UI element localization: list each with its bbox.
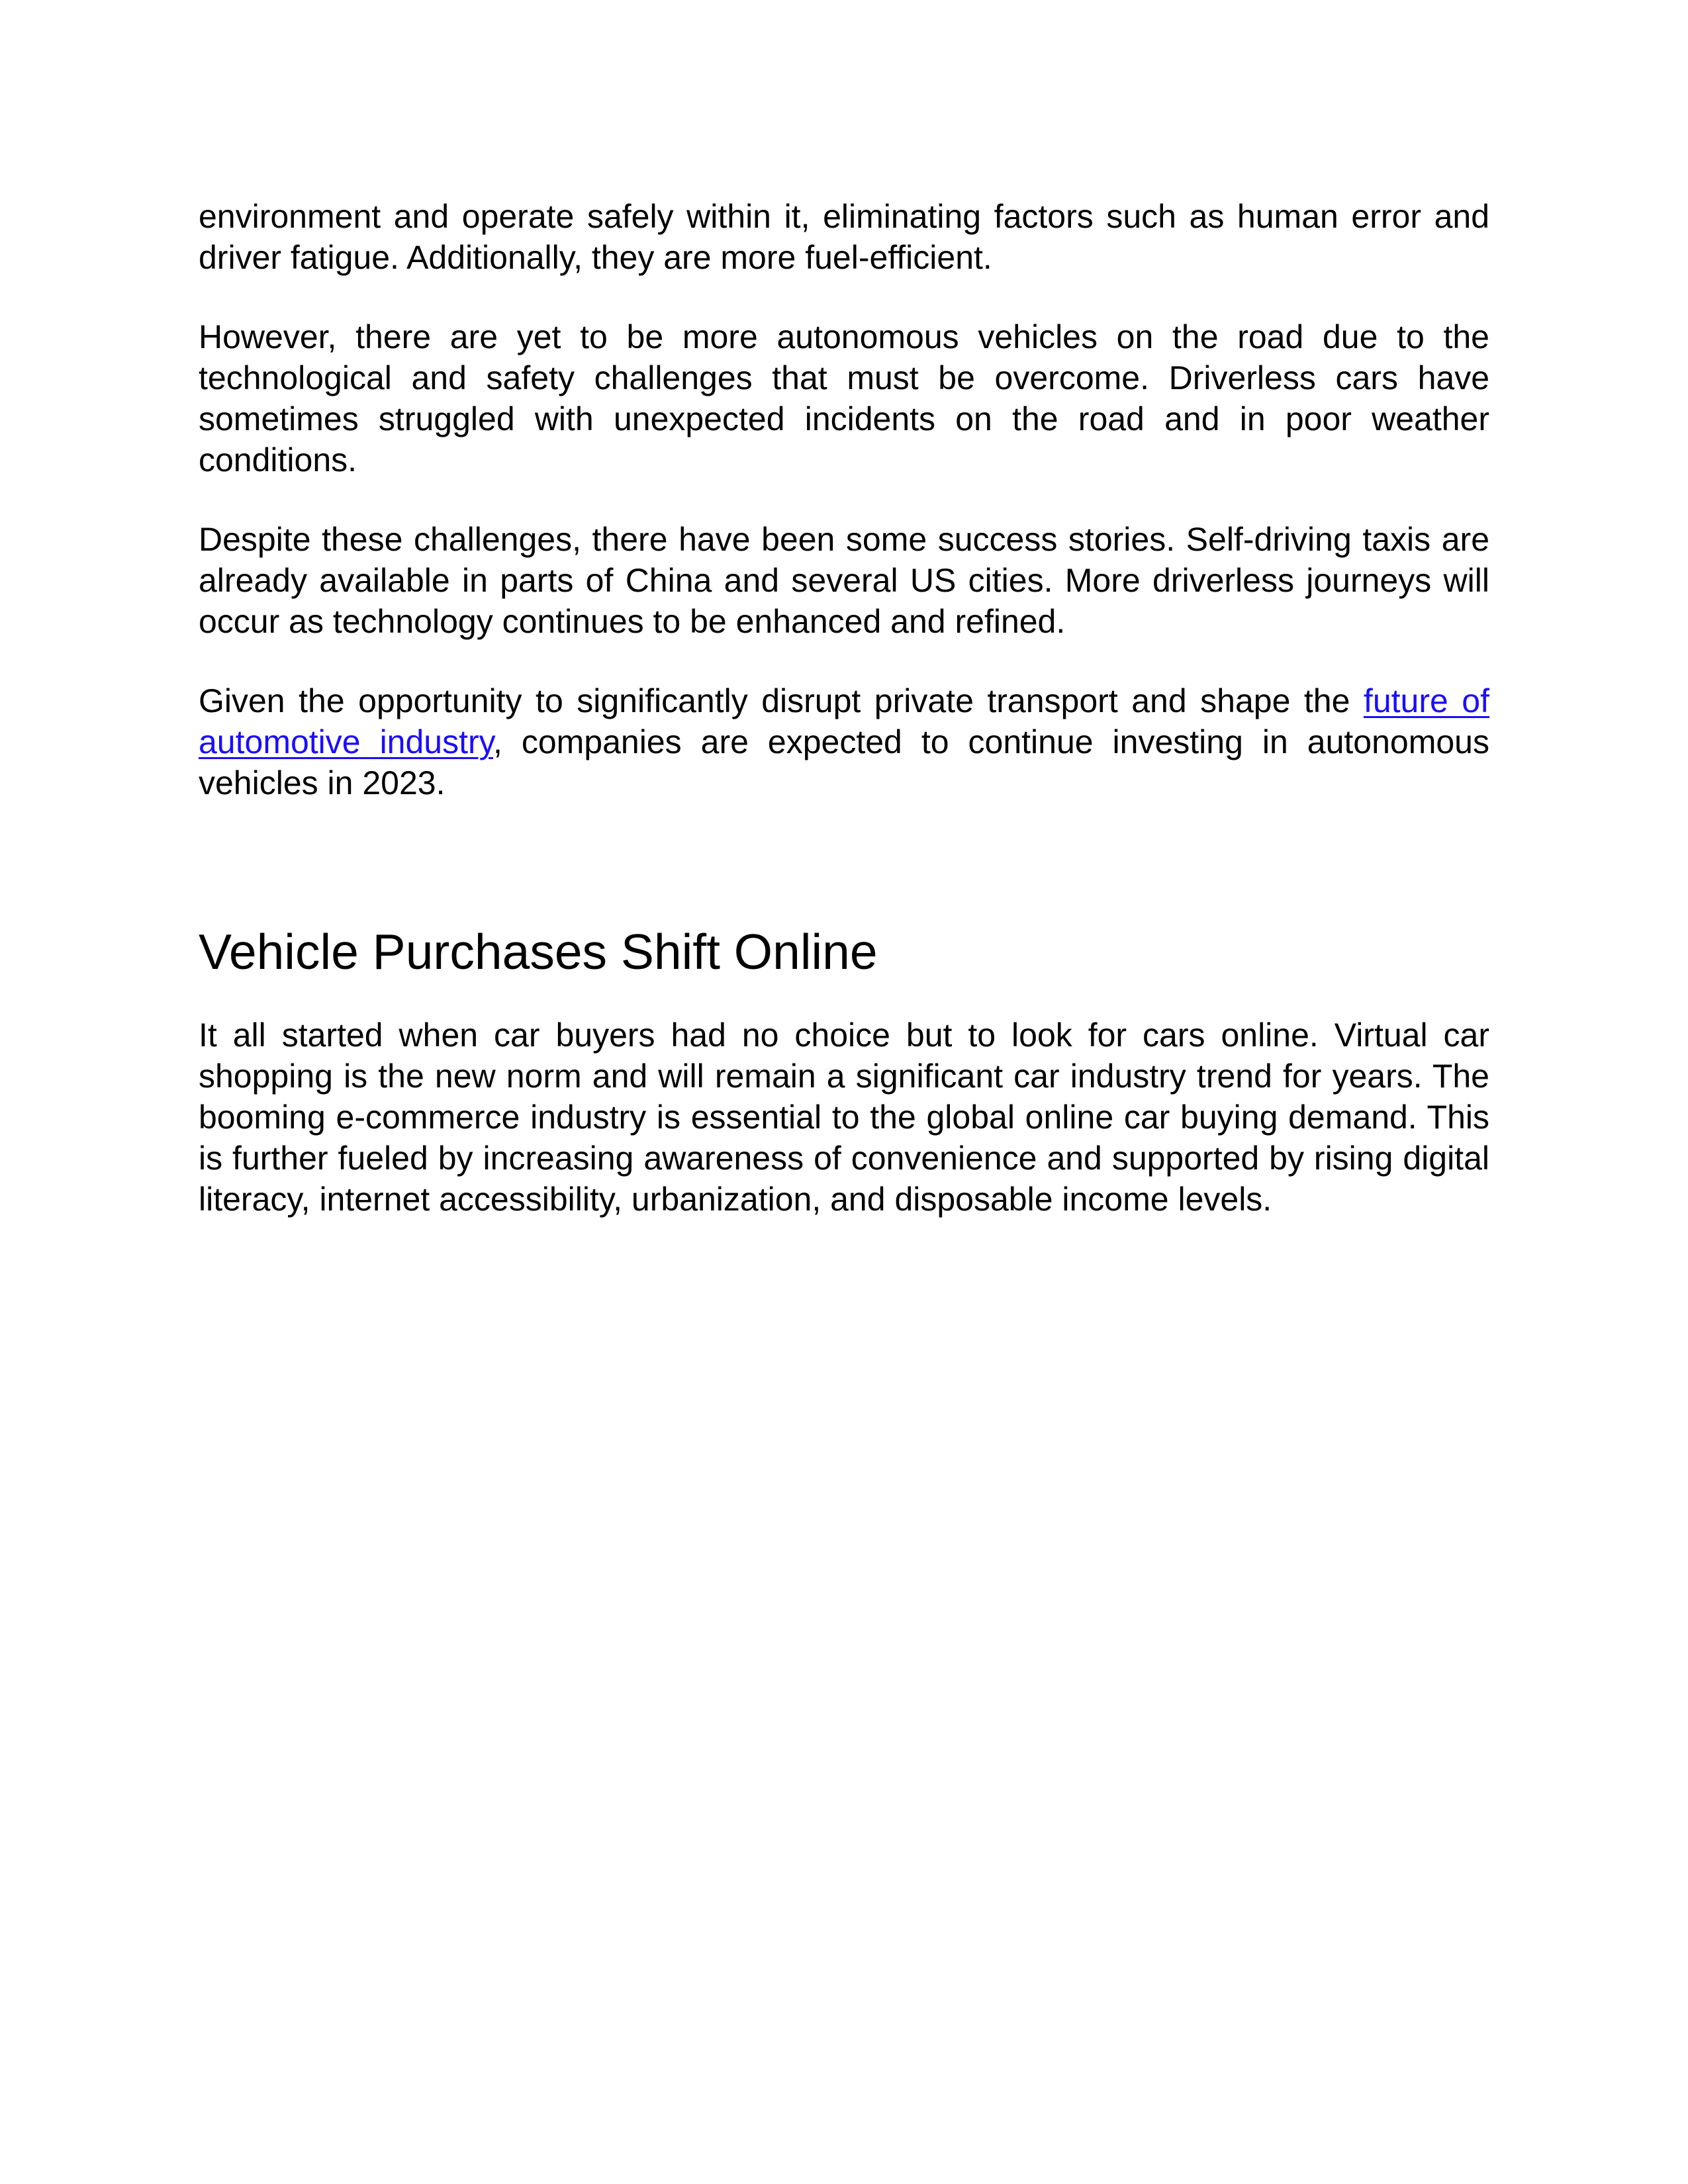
paragraph-text-after-link: , companies are expected to continue investing in autonomous vehicles in 2023. <box>199 723 1489 801</box>
paragraph-autonomous-benefits: environment and operate safely within it, eliminating factors such as human error and driver fatigue. Additionally, they are more fuel-efficient. <box>199 198 1489 276</box>
paragraph-success-stories: Despite these challenges, there have been some success stories. Self-driving taxis are already available in parts of China and several US cities. More driverless journeys will occur as technology continues to be enhanced and refined. <box>199 521 1489 640</box>
page-content <box>199 196 1489 1220</box>
future-of-automotive-industry-link[interactable]: future of automotive industry <box>199 682 1489 760</box>
paragraph-autonomous-challenges: However, there are yet to be more autonomous vehicles on the road due to the technological and safety challenges that must be overcome. Driverless cars have sometimes struggled with unexpected incidents on the road and in poor weather conditions. <box>199 318 1489 478</box>
paragraph-online-purchases: It all started when car buyers had no choice but to look for cars online. Virtual car shopping is the new norm and will remain a significant car industry trend for years. The booming e-commerce industry is essential to the global online car buying demand. This is further fueled by increasing awareness of convenience and supported by rising digital literacy, internet accessibility, urbanization, and disposable income levels. <box>199 1017 1489 1218</box>
section-heading: Vehicle Purchases Shift Online <box>199 924 878 979</box>
paragraph-investment-outlook <box>199 680 1489 803</box>
paragraph-text-before-link: Given the opportunity to significantly disrupt private transport and shape the <box>199 682 1364 719</box>
